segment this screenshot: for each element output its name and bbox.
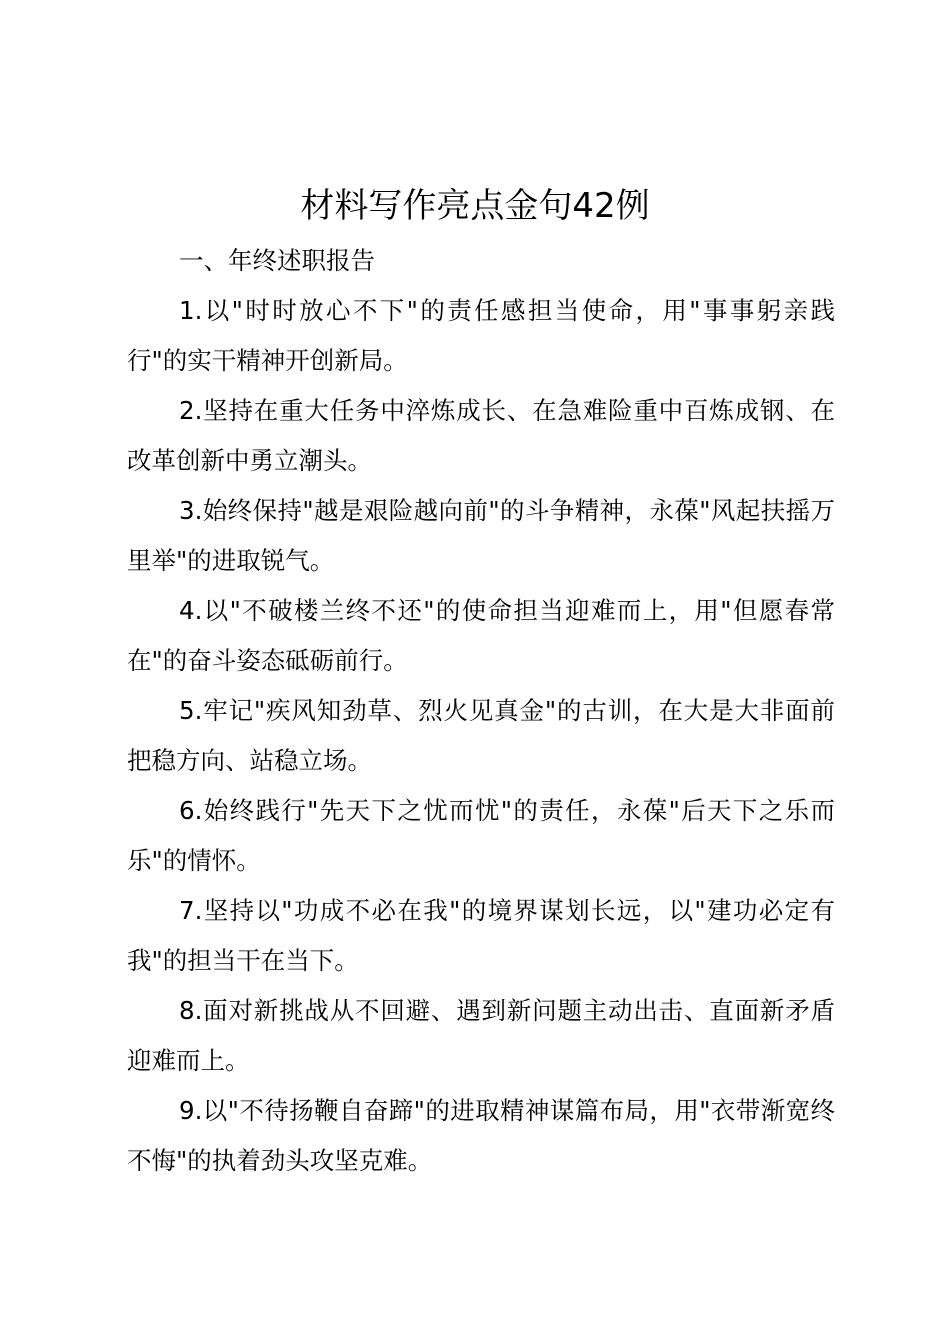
list-item-7: 7.坚持以"功成不必在我"的境界谋划长远，以"建功必定有我"的担当干在当下。 — [127, 896, 835, 975]
list-item-5: 5.牢记"疾风知劲草、烈火见真金"的古训，在大是大非面前把稳方向、站稳立场。 — [127, 696, 835, 775]
list-item-3: 3.始终保持"越是艰险越向前"的斗争精神，永葆"风起扶摇万里举"的进取锐气。 — [127, 496, 835, 575]
list-item-2: 2.坚持在重大任务中淬炼成长、在急难险重中百炼成钢、在改革创新中勇立潮头。 — [127, 396, 835, 475]
document-body — [127, 236, 835, 1186]
document-title: 材料写作亮点金句42例 — [300, 186, 650, 226]
list-item-8: 8.面对新挑战从不回避、遇到新问题主动出击、直面新矛盾迎难而上。 — [127, 996, 835, 1075]
section-heading: 一、年终述职报告 — [179, 246, 375, 275]
list-item-4: 4.以"不破楼兰终不还"的使命担当迎难而上，用"但愿春常在"的奋斗姿态砥砺前行。 — [127, 596, 835, 675]
list-item-9: 9.以"不待扬鞭自奋蹄"的进取精神谋篇布局，用"衣带渐宽终不悔"的执着劲头攻坚克难。 — [127, 1096, 835, 1175]
list-item-6: 6.始终践行"先天下之忧而忧"的责任，永葆"后天下之乐而乐"的情怀。 — [127, 796, 835, 875]
list-item-1: 1.以"时时放心不下"的责任感担当使命，用"事事躬亲践行"的实干精神开创新局。 — [127, 296, 835, 375]
